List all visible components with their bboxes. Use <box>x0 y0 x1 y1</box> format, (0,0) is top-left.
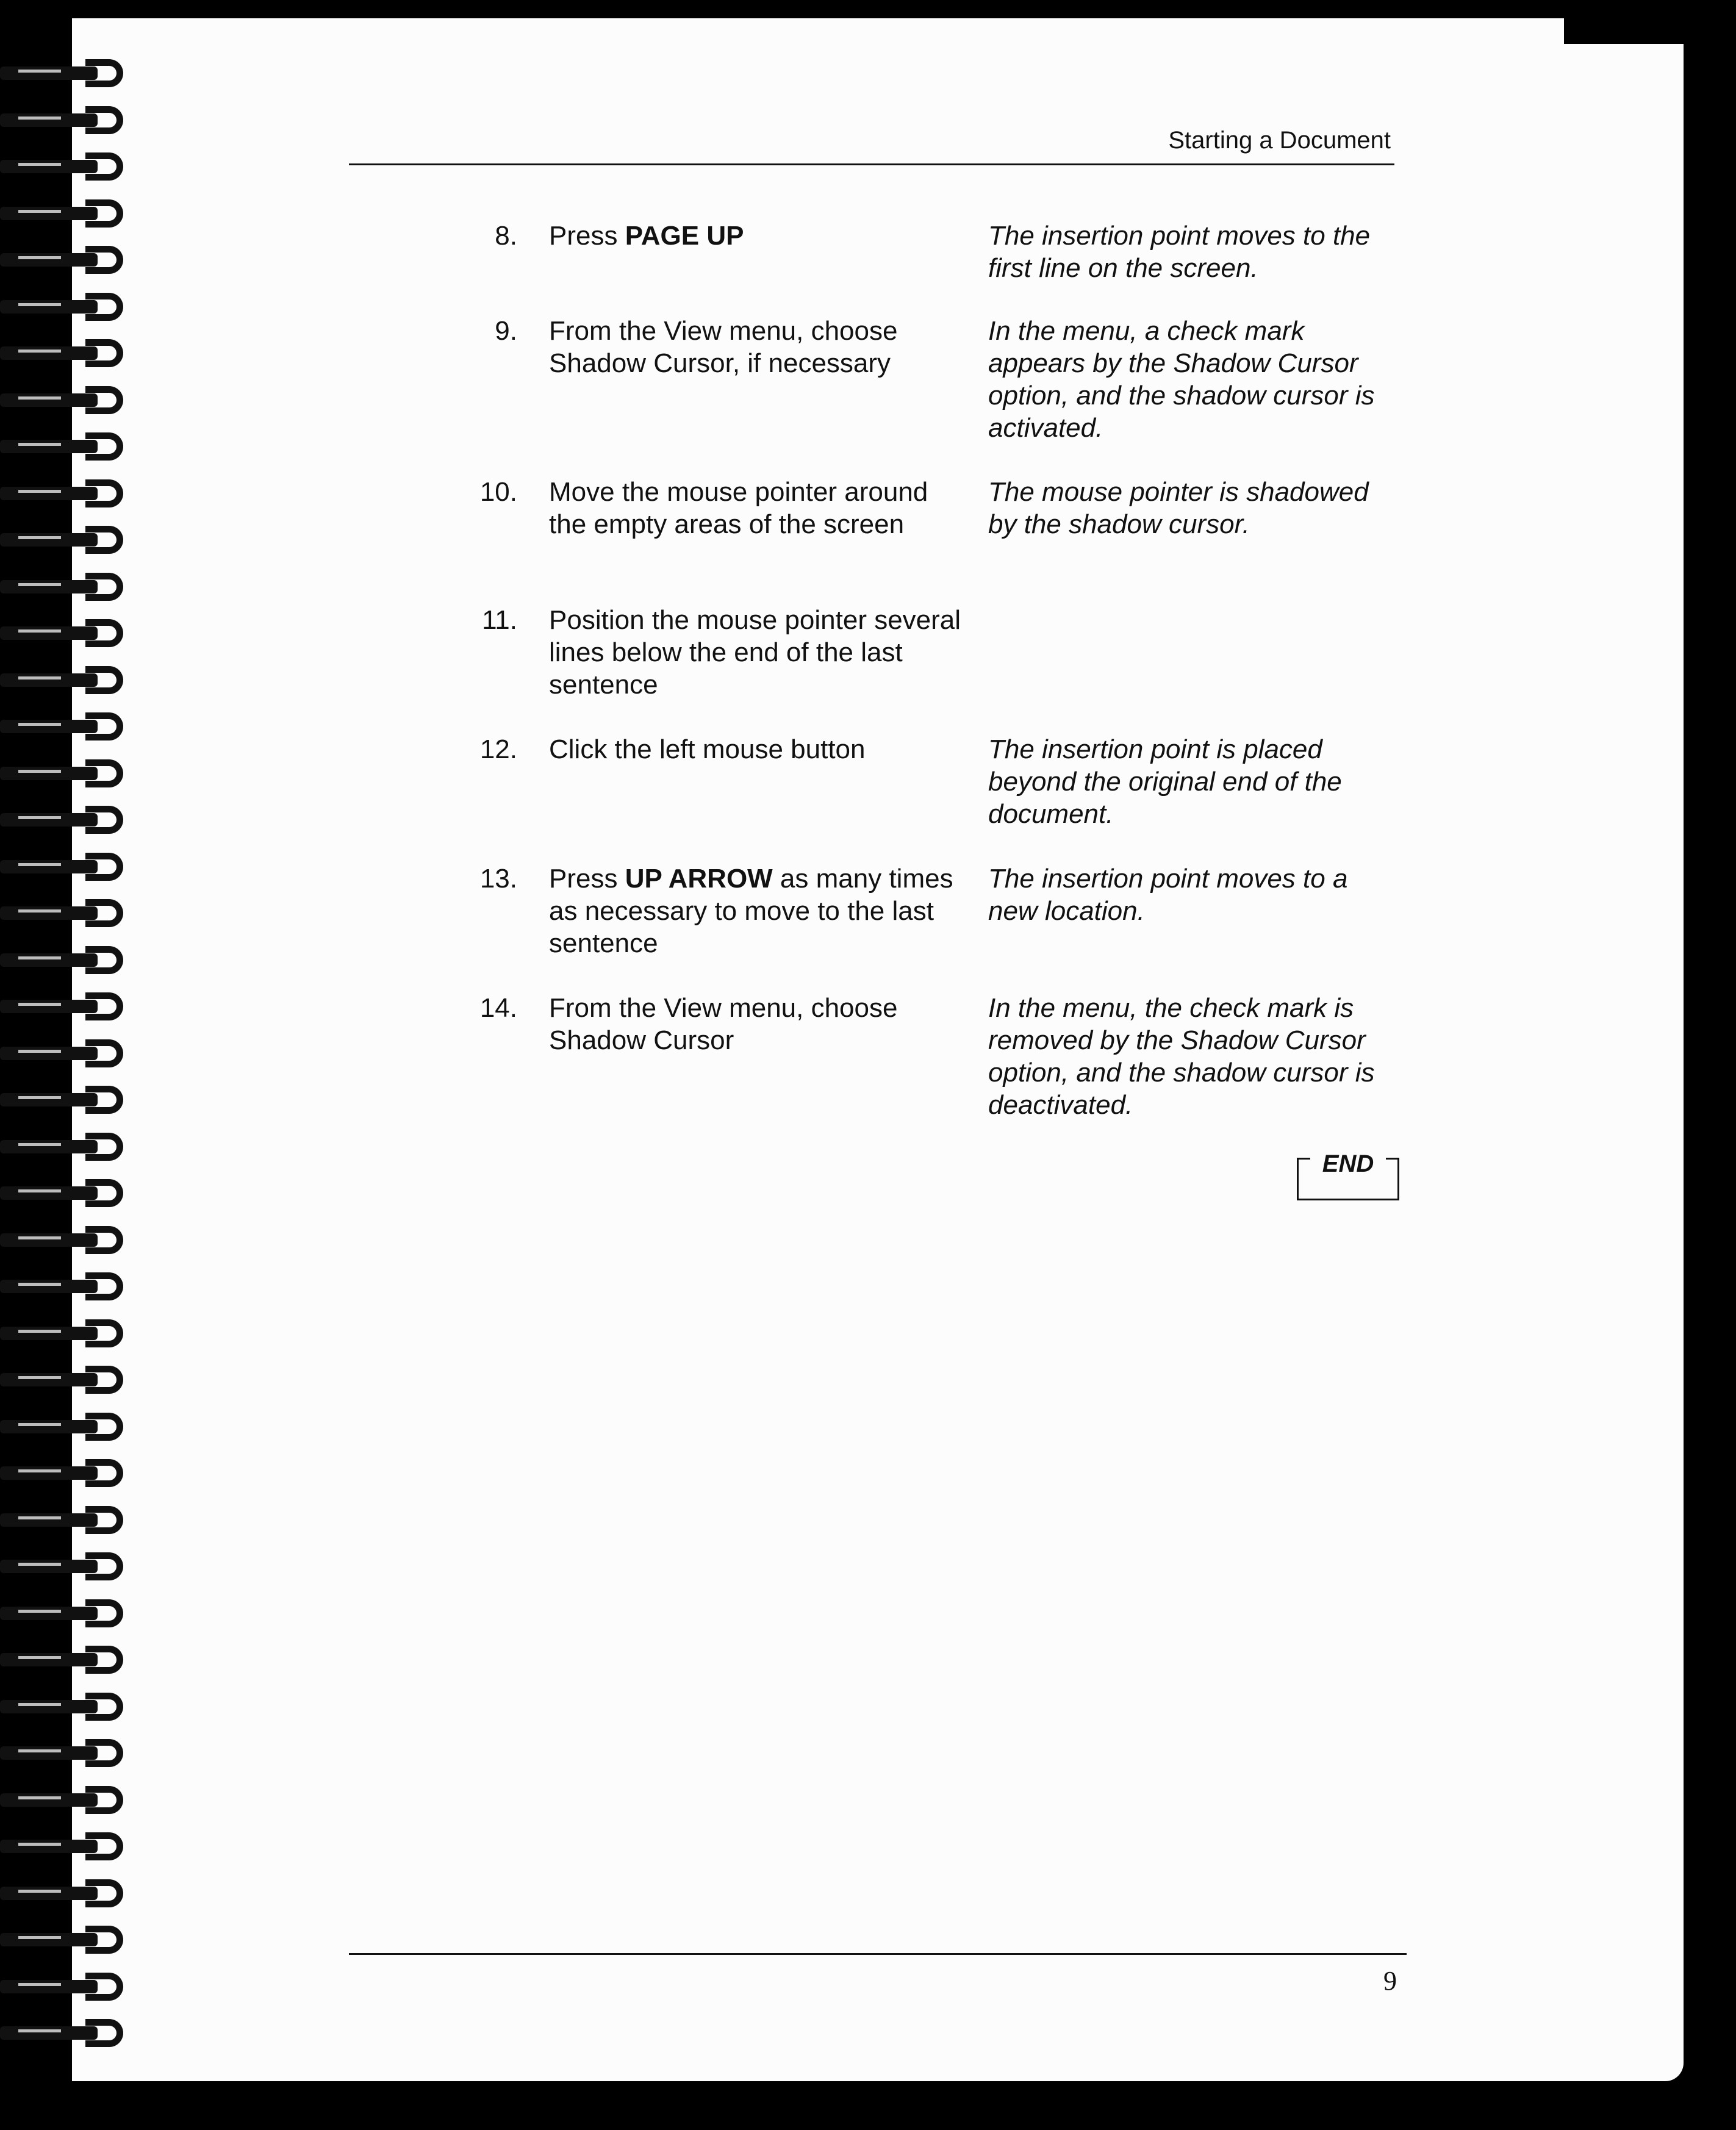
step-result: In the menu, a check mark appears by the Shadow Cursor option, and the shadow cursor is activated. <box>988 316 1375 443</box>
key-name: UP ARROW <box>625 864 773 894</box>
step-number: 8. <box>495 221 517 251</box>
step-number: 10. <box>479 477 517 507</box>
step-number: 12. <box>479 734 517 764</box>
step-result: In the menu, the check mark is removed by the Shadow Cursor option, and the shadow cursor is deactivated. <box>988 993 1375 1120</box>
step-action: Move the mouse pointer around the empty areas of the screen <box>549 477 928 539</box>
step-number: 14. <box>479 993 517 1023</box>
step-action: Press PAGE UP <box>549 221 744 251</box>
end-marker-label: END <box>1322 1150 1374 1177</box>
step-action: Press UP ARROW as many times as necessary to move to the last sentence <box>549 864 953 958</box>
step-action: Position the mouse pointer several lines below the end of the last sentence <box>549 605 961 700</box>
page-header-title: Starting a Document <box>1168 127 1391 154</box>
step-number: 13. <box>479 864 517 894</box>
step-action: From the View menu, choose Shadow Cursor, if necessary <box>549 316 898 378</box>
footer-rule <box>349 1953 1407 1955</box>
step-number: 11. <box>482 605 517 635</box>
step-action: Click the left mouse button <box>549 734 866 764</box>
step-result: The insertion point moves to a new location. <box>988 864 1348 926</box>
step-result: The insertion point moves to the first line on the screen. <box>988 221 1371 283</box>
step-result: The mouse pointer is shadowed by the shadow cursor. <box>988 477 1369 539</box>
step-result: The insertion point is placed beyond the original end of the document. <box>988 734 1342 829</box>
key-name: PAGE UP <box>625 221 744 251</box>
step-number: 9. <box>495 316 517 346</box>
page-number: 9 <box>1383 1966 1397 1996</box>
step-action: From the View menu, choose Shadow Cursor <box>549 993 898 1055</box>
